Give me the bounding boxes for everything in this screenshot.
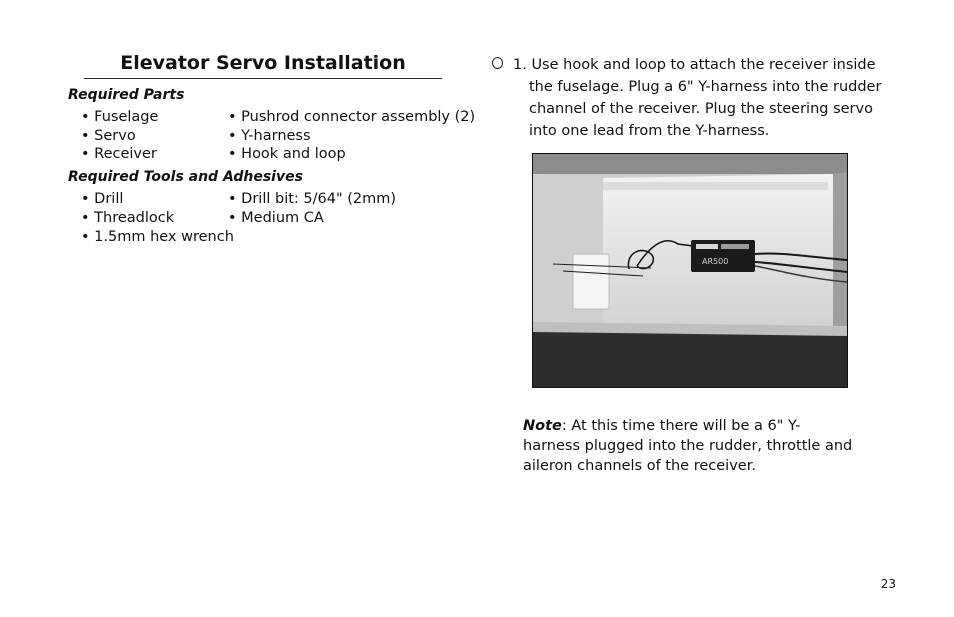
part-item: • Fuselage [81,109,159,125]
tool-item: • 1.5mm hex wrench [81,229,234,245]
step-line: channel of the receiver. Plug the steering servo [529,101,873,117]
page-number: 23 [880,577,896,591]
part-item: • Servo [81,128,136,144]
step-instruction [513,54,882,142]
step-line: into one lead from the Y-harness. [529,123,770,139]
part-item: • Hook and loop [228,146,346,162]
required-tools-heading: Required Tools and Adhesives [68,169,303,185]
receiver-model-label: AR500 [702,257,729,266]
tool-item: • Threadlock [81,210,175,226]
required-parts-heading: Required Parts [68,87,185,103]
tool-item: • Drill bit: 5/64" (2mm) [228,191,397,207]
step-line: the fuselage. Plug a 6" Y-harness into the rudder [529,79,882,95]
note-text: : At this time there will be a 6" Y-harness plugged into the rudder, throttle and aileron channels of the receiver. [523,418,853,474]
receiver-photo-illustration [533,154,847,387]
part-item: • Receiver [81,146,157,162]
tool-item: • Medium CA [228,210,324,226]
part-item: • Pushrod connector assembly (2) [228,109,476,125]
note-paragraph [523,416,853,476]
step-checkbox-icon[interactable] [492,57,503,69]
tool-item: • Drill [81,191,124,207]
step-line: 1. Use hook and loop to attach the receiver inside [513,57,876,73]
part-item: • Y-harness [228,128,311,144]
section-title: Elevator Servo Installation [120,52,406,74]
title-underline [84,78,442,79]
note-label: Note [523,418,562,434]
receiver-photo [532,153,848,388]
